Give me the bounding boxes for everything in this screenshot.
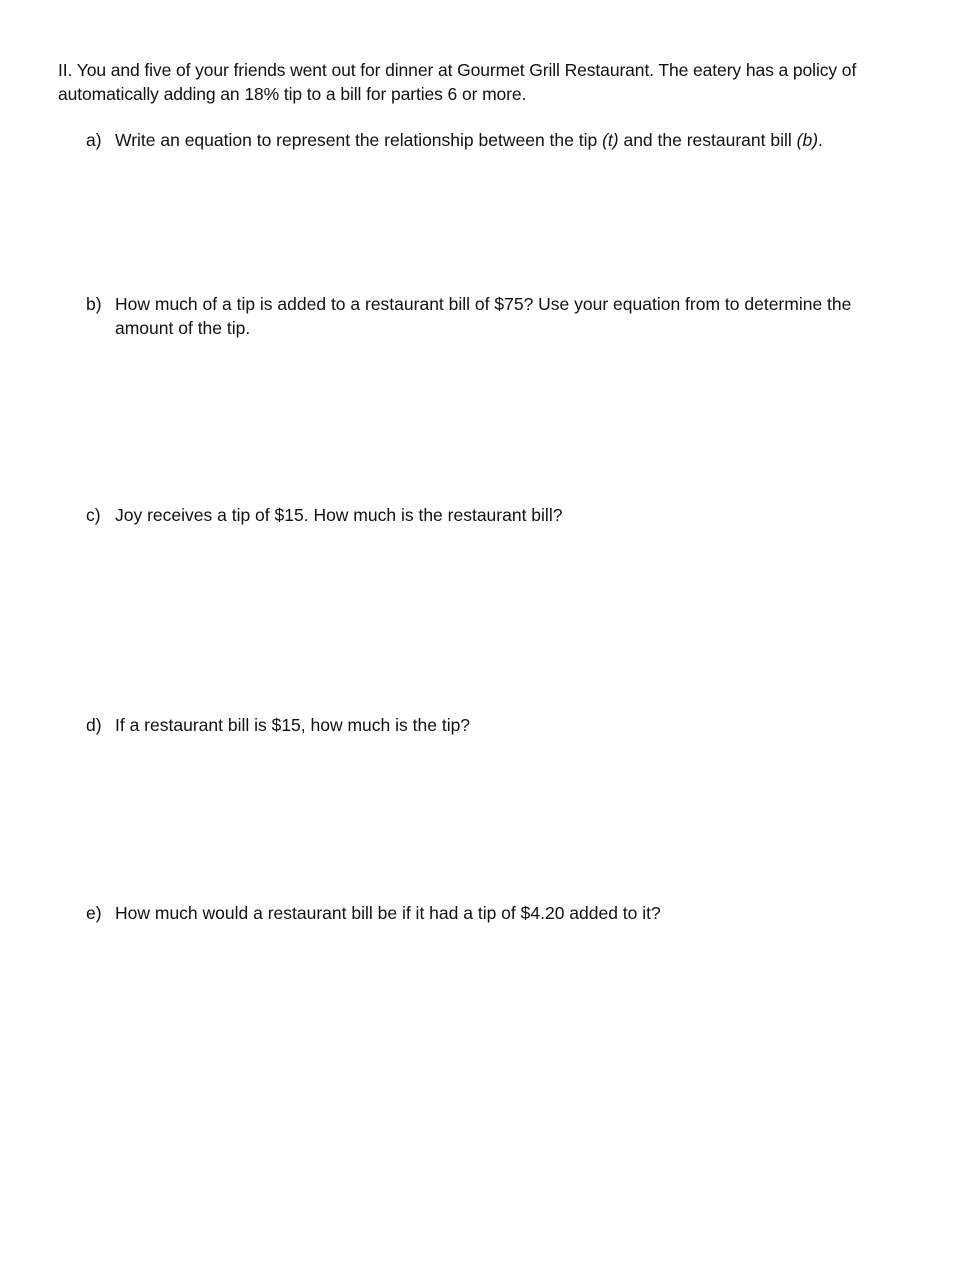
- variable-t: (t): [602, 130, 619, 150]
- question-text: If a restaurant bill is $15, how much is the tip?: [115, 715, 471, 735]
- question-text: How much would a restaurant bill be if it had a tip of $4.20 added to it?: [115, 903, 661, 923]
- question-e: [86, 901, 896, 925]
- question-label: e): [86, 903, 102, 923]
- question-text: Joy receives a tip of $15. How much is the restaurant bill?: [115, 505, 563, 525]
- question-label: d): [86, 715, 102, 735]
- question-text: How much of a tip is added to a restaurant bill of $75? Use your equation from to determine the amount of the tip.: [115, 294, 852, 338]
- question-text: [115, 128, 896, 152]
- question-text-part: .: [818, 130, 823, 150]
- question-text-part: Write an equation to represent the relationship between the tip: [115, 130, 603, 150]
- question-label: a): [86, 130, 102, 150]
- question-b: [86, 292, 896, 340]
- question-text-part: and the restaurant bill: [618, 130, 797, 150]
- question-a: [86, 128, 896, 152]
- problem-intro: II. You and five of your friends went out for dinner at Gourmet Grill Restaurant. The eatery has a policy of automatically adding an 18% tip to a bill for parties 6 or more.: [58, 60, 857, 104]
- question-label: c): [86, 505, 101, 525]
- question-c: [86, 503, 896, 527]
- variable-b: (b): [796, 130, 819, 150]
- question-label: b): [86, 294, 102, 314]
- question-d: [86, 713, 896, 737]
